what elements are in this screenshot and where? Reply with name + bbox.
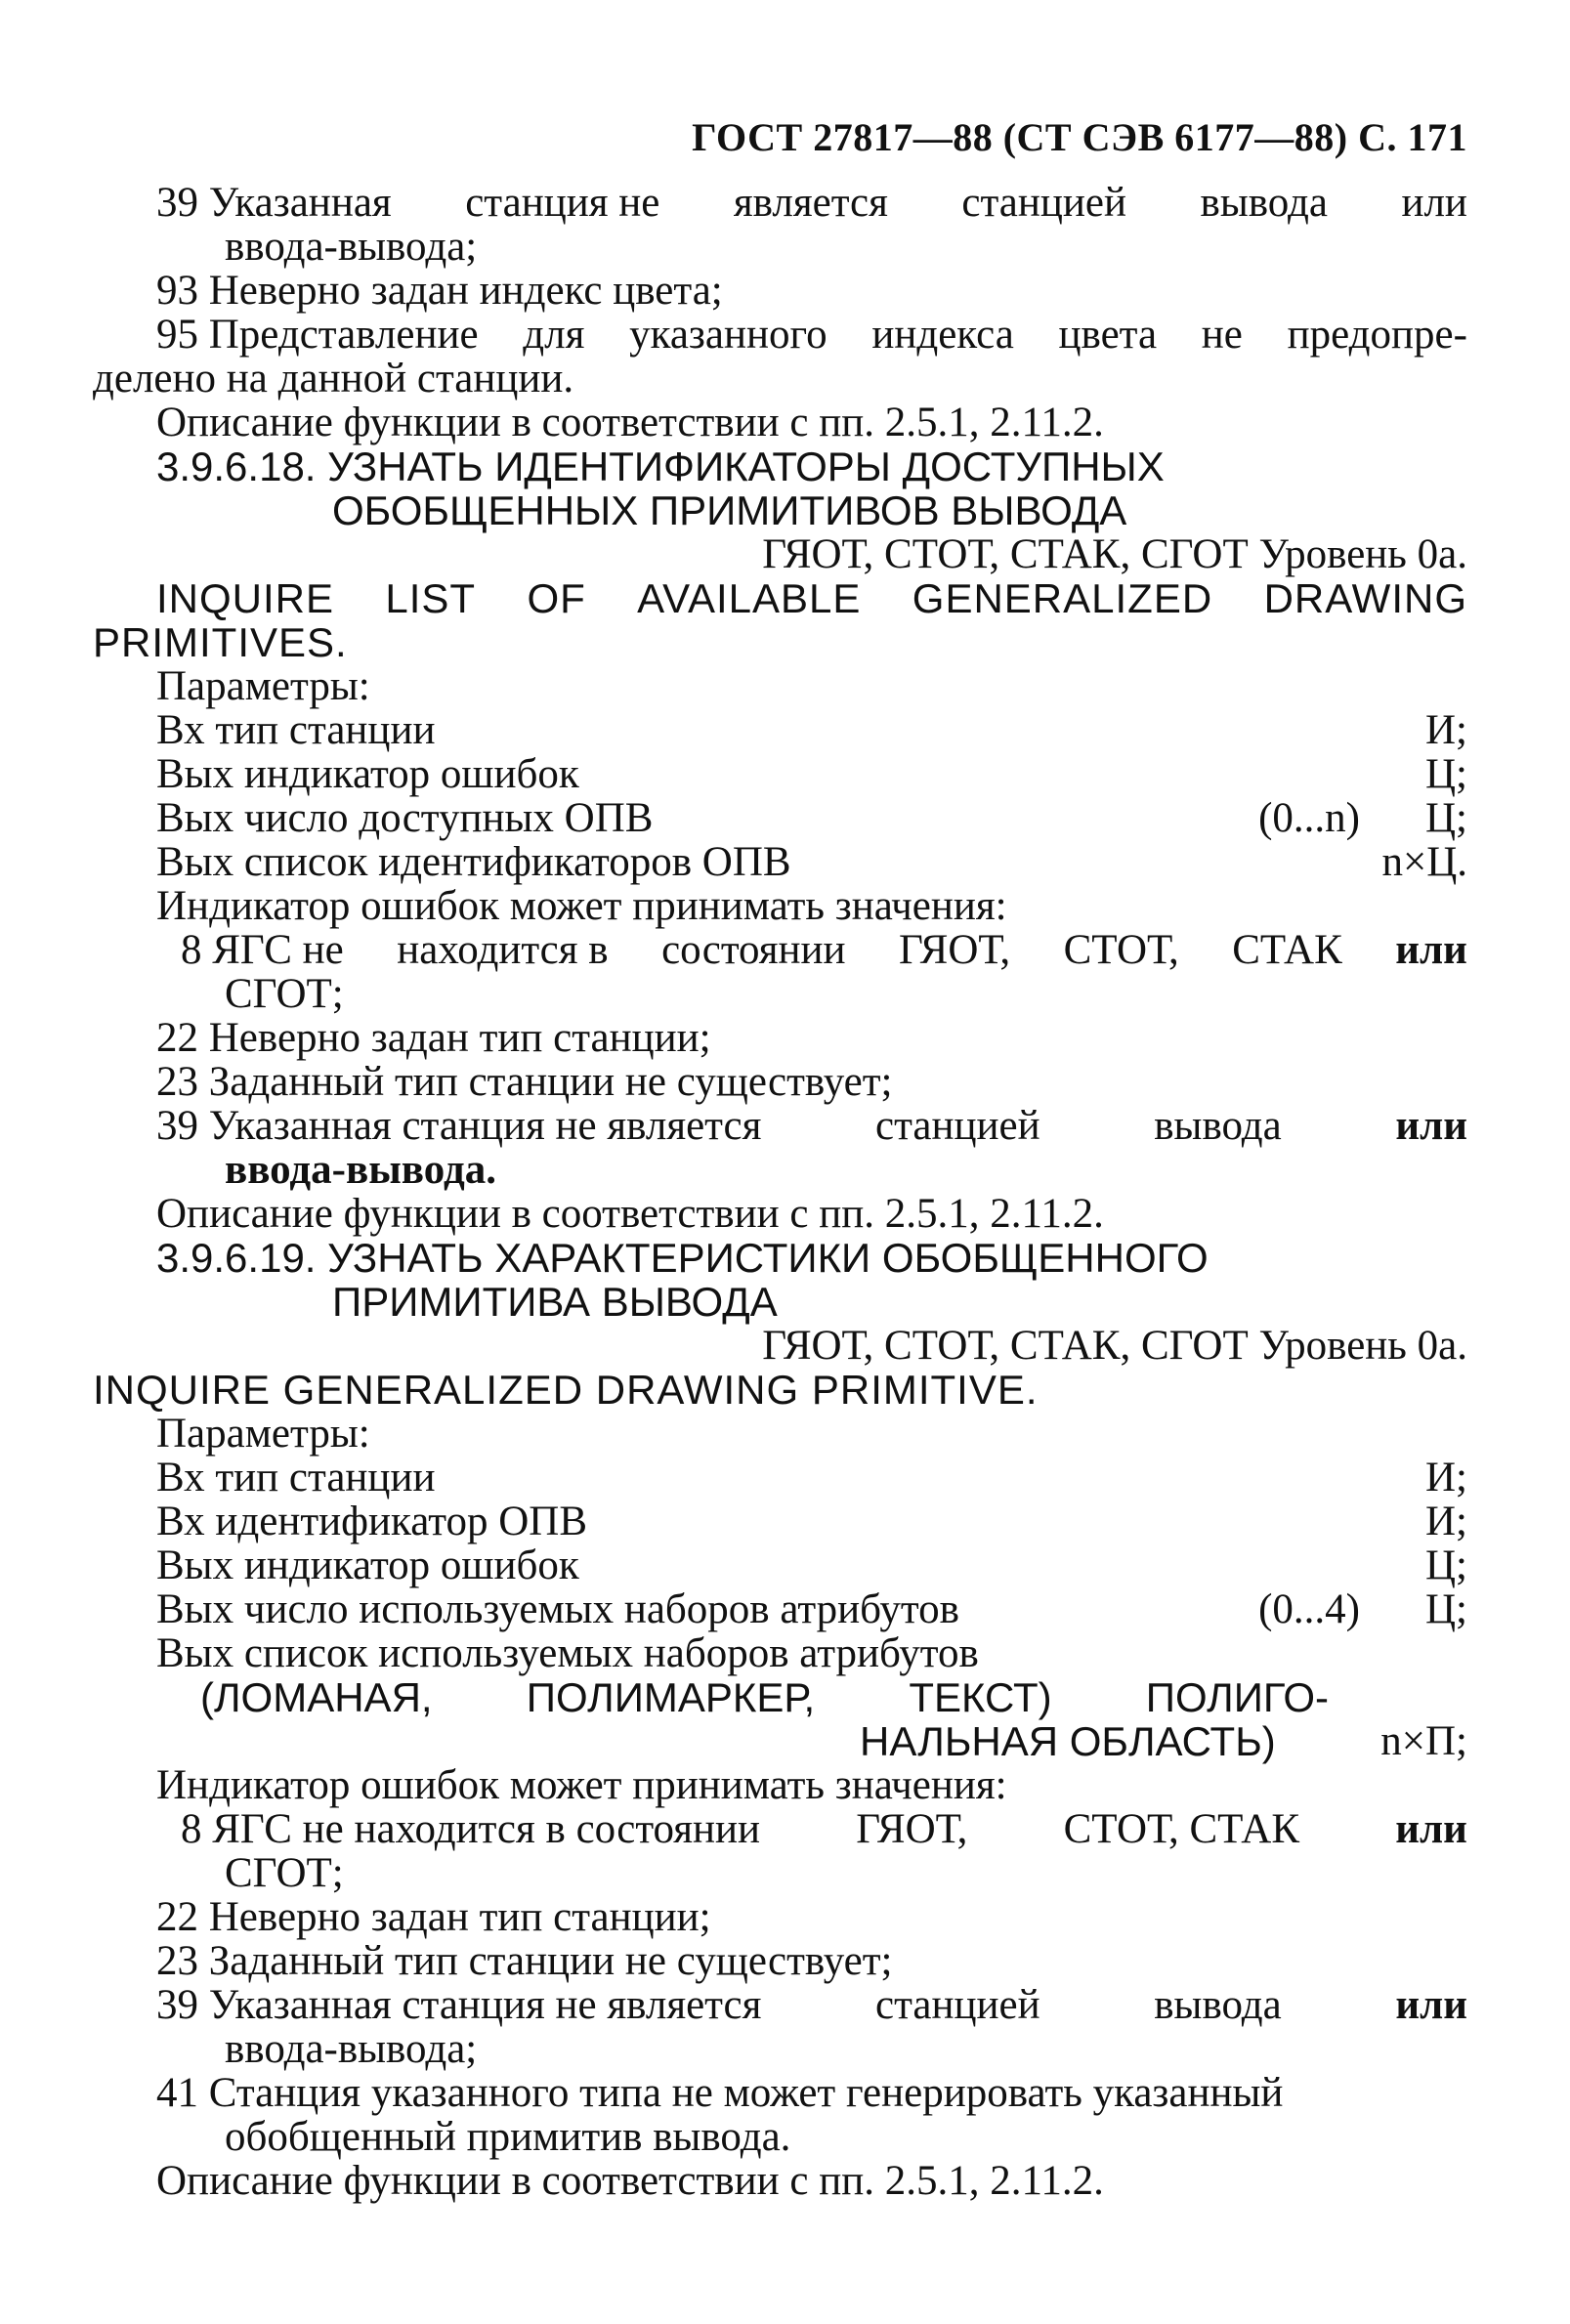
- section-18-error-8-line2: СГОТ;: [225, 971, 344, 1017]
- section-19-error-8-line1: 8 ЯГС не находится в состоянии ГЯОТ, СТОТ, СТАК или: [181, 1806, 1467, 1852]
- section-19-param-row: Вх тип станции И;: [156, 1455, 1467, 1500]
- section-18-error-23: 23 Заданный тип станции не существует;: [156, 1059, 893, 1105]
- section-18-levels: ГЯОТ, СТОТ, СТАК, СГОТ Уровень 0а.: [762, 531, 1467, 577]
- section-18-errors-label: Индикатор ошибок может принимать значения:: [156, 883, 1007, 929]
- section-19-list-line3: НАЛЬНАЯ ОБЛАСТЬ): [860, 1718, 1276, 1764]
- section-18-error-8-line1: 8 ЯГС не находится в состоянии ГЯОТ, СТОТ, СТАК или: [181, 927, 1467, 973]
- item-39-line2: ввода-вывода;: [225, 224, 478, 270]
- section-18-param-row: Вх тип станции И;: [156, 707, 1467, 753]
- section-18-error-22: 22 Неверно задан тип станции;: [156, 1015, 711, 1061]
- section-19-error-22: 22 Неверно задан тип станции;: [156, 1894, 711, 1940]
- item-95-line1: 95 Представление для указанного индекса цвета не предопре-: [156, 312, 1467, 358]
- section-19-description: Описание функции в соответствии с пп. 2.5.1, 2.11.2.: [156, 2158, 1104, 2204]
- section-19-param-row: Вых индикатор ошибок Ц;: [156, 1542, 1467, 1588]
- section-19-error-39-line1: 39 Указанная станция не является станцией вывода или: [156, 1982, 1467, 2028]
- section-18-description: Описание функции в соответствии с пп. 2.5.1, 2.11.2.: [156, 1191, 1104, 1237]
- item-93: 93 Неверно задан индекс цвета;: [156, 268, 723, 314]
- section-19-param-row: Вх идентификатор ОПВ И;: [156, 1499, 1467, 1544]
- section-19-params-label: Параметры:: [156, 1411, 370, 1457]
- section-18-error-39-line2: ввода-вывода.: [225, 1147, 496, 1193]
- section-18-english-line1: INQUIRE LIST OF AVAILABLE GENERALIZED DRAWING: [156, 575, 1467, 621]
- section-19-param-row: Вых число используемых наборов атрибутов (0...4) Ц;: [156, 1586, 1467, 1632]
- section-19-english-line1: INQUIRE GENERALIZED DRAWING PRIMITIVE.: [93, 1367, 1039, 1413]
- section-19-title-line2: ПРИМИТИВА ВЫВОДА: [332, 1279, 778, 1325]
- section-18-title-line1: 3.9.6.18. УЗНАТЬ ИДЕНТИФИКАТОРЫ ДОСТУПНЫХ: [156, 444, 1165, 489]
- section-18-error-39-line1: 39 Указанная станция не является станцией вывода или: [156, 1103, 1467, 1149]
- item-95-line2: делено на данной станции.: [93, 356, 574, 401]
- section-19-errors-label: Индикатор ошибок может принимать значения:: [156, 1762, 1007, 1808]
- section-18-param-row: Вых число доступных ОПВ (0...n) Ц;: [156, 795, 1467, 841]
- section-18-english-line2: PRIMITIVES.: [93, 619, 348, 665]
- section-19-error-39-line2: ввода-вывода;: [225, 2026, 478, 2072]
- page-header: ГОСТ 27817—88 (СТ СЭВ 6177—88) С. 171: [692, 115, 1467, 159]
- section-18-title-line2: ОБОБЩЕННЫХ ПРИМИТИВОВ ВЫВОДА: [332, 487, 1127, 533]
- block1-description: Описание функции в соответствии с пп. 2.5.1, 2.11.2.: [156, 400, 1104, 445]
- section-19-error-41-line2: обобщенный примитив вывода.: [225, 2114, 791, 2160]
- section-19-list-line1: Вых список используемых наборов атрибутов: [156, 1630, 979, 1676]
- item-39-line1: 39 Указанная станция не является станцией вывода или: [156, 180, 1467, 226]
- section-19-error-41-line1: 41 Станция указанного типа не может генерировать указанный: [156, 2070, 1284, 2116]
- section-19-list-type: n×П;: [1380, 1718, 1467, 1764]
- section-19-title-line1: 3.9.6.19. УЗНАТЬ ХАРАКТЕРИСТИКИ ОБОБЩЕННОГО: [156, 1235, 1209, 1281]
- section-19-error-23: 23 Заданный тип станции не существует;: [156, 1938, 893, 1984]
- section-19-list-line2: (ЛОМАНАЯ, ПОЛИМАРКЕР, ТЕКСТ) ПОЛИГО-: [200, 1674, 1329, 1720]
- section-18-params-label: Параметры:: [156, 663, 370, 709]
- section-19-error-8-line2: СГОТ;: [225, 1850, 344, 1896]
- section-18-param-row: Вых список идентификаторов ОПВ n×Ц.: [156, 839, 1467, 885]
- section-18-param-row: Вых индикатор ошибок Ц;: [156, 751, 1467, 797]
- section-19-levels: ГЯОТ, СТОТ, СТАК, СГОТ Уровень 0а.: [762, 1323, 1467, 1369]
